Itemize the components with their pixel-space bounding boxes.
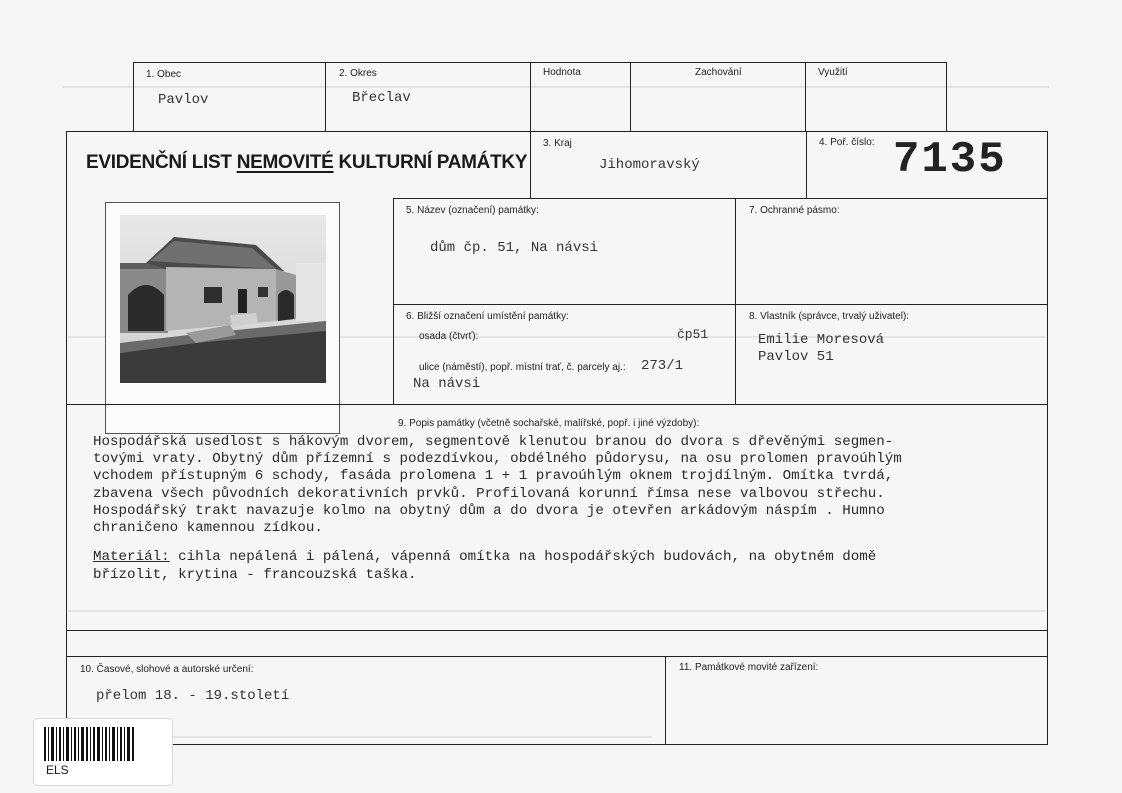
divider-line [66,630,1048,631]
popis-line: zbavena všech původních dekorativních prvků. Profilovaná korunní římsa nese valbovou střechu. [93,485,885,502]
photo-frame [105,202,340,434]
cislo-label: 4. Poř. číslo: [819,137,875,148]
popis-line: Hospodářská usedlost s hákovým dvorem, segmentově klenutou branou do dvora s dřevěnými segmen- [93,434,894,450]
nazev-value: dům čp. 51, Na návsi [430,240,599,256]
barcode-sticker [33,718,173,786]
popis-line: tovými vraty. Obytný dům přízemní s podezdívkou, obdélného půdorysu, na osu prolomen pravoúhlým [93,451,902,468]
okres-label: 2. Okres [339,68,377,79]
zachovani-label: Zachování [695,67,742,78]
kraj-value: Jihomoravský [599,157,700,173]
ulice-label: ulice (náměstí), popř. místní trať, č. parcely aj.: [419,362,626,373]
osada-label: osada (čtvrť): [419,331,479,342]
popis-line: Hospodářský trakt navazuje kolmo na obytný dům a do dvora je otevřen arkádovým náspím . Humno [93,502,885,519]
okres-value: Břeclav [352,90,411,106]
divider-line [66,404,1048,405]
form-title [86,152,527,174]
material-label: Materiál: [93,549,170,565]
obec-value: Pavlov [158,92,209,108]
material-line: břízolit, krytina - francouzská taška. [93,566,417,583]
umisteni-label: 6. Bližší označení umístění památky: [406,311,569,322]
material-text [93,549,876,584]
popis-line: vchodem přístupným 6 schody, fasáda prolomena 1 + 1 pravoúhlým oknem trojdílným. Omítka tvrdá, [93,468,894,485]
registry-number: 7135 [893,135,1007,185]
material-line: cihla nepálená i pálená, vápenná omítka na hospodářských budovách, na obytném domě [169,549,877,565]
urceni-label: 10. Časové, slohové a autorské určení: [80,664,254,675]
pasmo-label: 7. Ochranné pásmo: [749,205,840,216]
house-photo [106,203,339,433]
vyuziti-label: Využití [818,67,848,78]
popis-label: 9. Popis památky (včetně sochařské, malířské, popř. i jiné výzdoby): [398,418,700,429]
title-part-3: KULTURNÍ PAMÁTKY [333,152,528,173]
parcela-value: 273/1 [641,358,684,374]
popis-line: chraničeno kamennou zídkou. [93,520,323,537]
obec-label: 1. Obec [146,69,182,80]
ulice-value: Na návsi [413,376,481,392]
hodnota-label: Hodnota [543,67,581,78]
title-part-1: EVIDENČNÍ LIST [86,152,237,173]
vlastnik-address: Pavlov 51 [758,349,834,365]
cp-value: čp51 [677,327,709,342]
nazev-label: 5. Název (označení) památky: [406,205,539,216]
kraj-label: 3. Kraj [543,138,572,149]
stamp-text: ELS [46,763,69,777]
vlastnik-label: 8. Vlastník (správce, trvalý uživatel): [749,311,910,322]
vlastnik-name: Emilie Moresová [758,332,885,348]
barcode-icon [44,727,162,761]
title-part-2: NEMOVITÉ [236,152,334,173]
movite-label: 11. Památkové movité zařízení: [679,662,819,673]
urceni-value: přelom 18. - 19.století [96,688,290,704]
popis-text [93,434,1033,537]
